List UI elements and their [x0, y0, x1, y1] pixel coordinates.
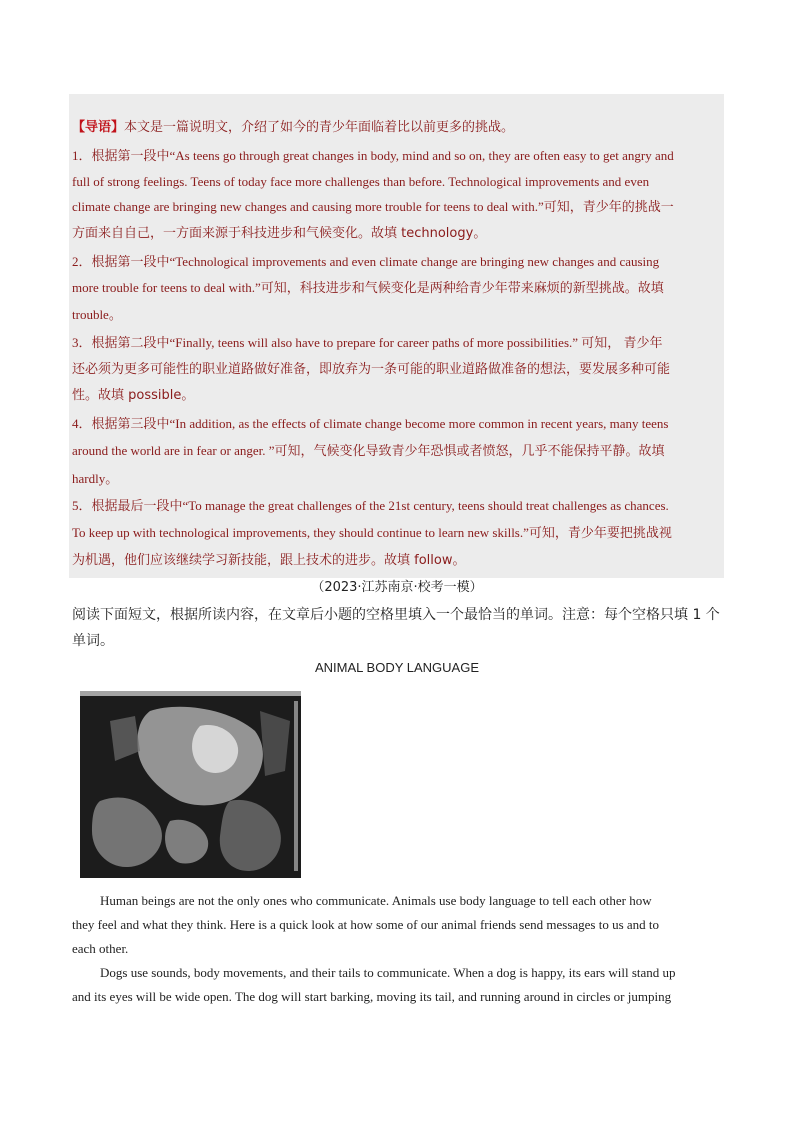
passage-line: Dogs use sounds, body movements, and their tails to communicate. When a dog is happy, its ears will stand up	[100, 965, 676, 980]
answer-line: 2．根据第一段中“Technological improvements and even climate change are bringing new changes and causing	[72, 254, 660, 269]
lead-tag: 【导语】	[72, 120, 125, 135]
answer-line: 性。故填 possible。	[72, 388, 195, 403]
answer-line: hardly。	[72, 471, 119, 486]
answer-line: To keep up with technological improvements, they should continue to learn new skills.”可知，青少年要把挑战视	[72, 525, 672, 540]
answer-line: 3．根据第二段中“Finally, teens will also have to prepare for career paths of more possibilities.” 可知， 青少年	[72, 335, 663, 350]
passage-title: ANIMAL BODY LANGUAGE	[315, 660, 479, 675]
answer-line: 为机遇，他们应该继续学习新技能，跟上技术的进步。故填 follow。	[72, 553, 466, 568]
answer-line: 1．根据第一段中“As teens go through great changes in body, mind and so on, they are often easy to get angry and	[72, 148, 674, 163]
answer-line: climate change are bringing new changes and causing more trouble for teens to deal with.”可知，青少年的挑战一	[72, 199, 674, 214]
answer-line: trouble。	[72, 307, 122, 322]
answer-line: 方面来自自己，一方面来源于科技进步和气候变化。故填 technology。	[72, 226, 487, 241]
answer-line: 4．根据第三段中“In addition, as the effects of climate change become more common in recent years, many teens	[72, 416, 669, 431]
passage-line: and its eyes will be wide open. The dog will start barking, moving its tail, and running around in circles or jumping	[72, 989, 672, 1004]
answer-line: 还必须为更多可能性的职业道路做好准备，即放弃为一条可能的职业道路做准备的想法，要发展多种可能	[72, 362, 671, 377]
lead-text: 本文是一篇说明文，介绍了如今的青少年面临着比以前更多的挑战。	[124, 120, 515, 135]
instruction-line: 单词。	[72, 633, 114, 649]
passage-line: each other.	[72, 941, 129, 956]
passage-line: Human beings are not the only ones who communicate. Animals use body language to tell each other how	[100, 893, 652, 908]
answer-line: 5．根据最后一段中“To manage the great challenges of the 21st century, teens should treat challenges as chances.	[72, 498, 669, 513]
lead-line	[72, 118, 514, 138]
answer-line: more trouble for teens to deal with.”可知，科技进步和气候变化是两种给青少年带来麻烦的新型挑战。故填	[72, 280, 664, 295]
answer-line: full of strong feelings. Teens of today face more challenges than before. Technological improvements and even	[72, 174, 650, 189]
passage-line: they feel and what they think. Here is a quick look at how some of our animal friends send messages to us and to	[72, 917, 660, 932]
question-source: （2023·江苏南京·校考一模）	[311, 580, 483, 595]
answer-line: around the world are in fear or anger. ”可知，气候变化导致青少年恐惧或者愤怒，几乎不能保持平静。故填	[72, 443, 665, 458]
animal-photo	[80, 691, 301, 878]
instruction-line: 阅读下面短文，根据所读内容，在文章后小题的空格里填入一个最恰当的单词。注意：每个空格只填 1 个	[72, 607, 720, 623]
